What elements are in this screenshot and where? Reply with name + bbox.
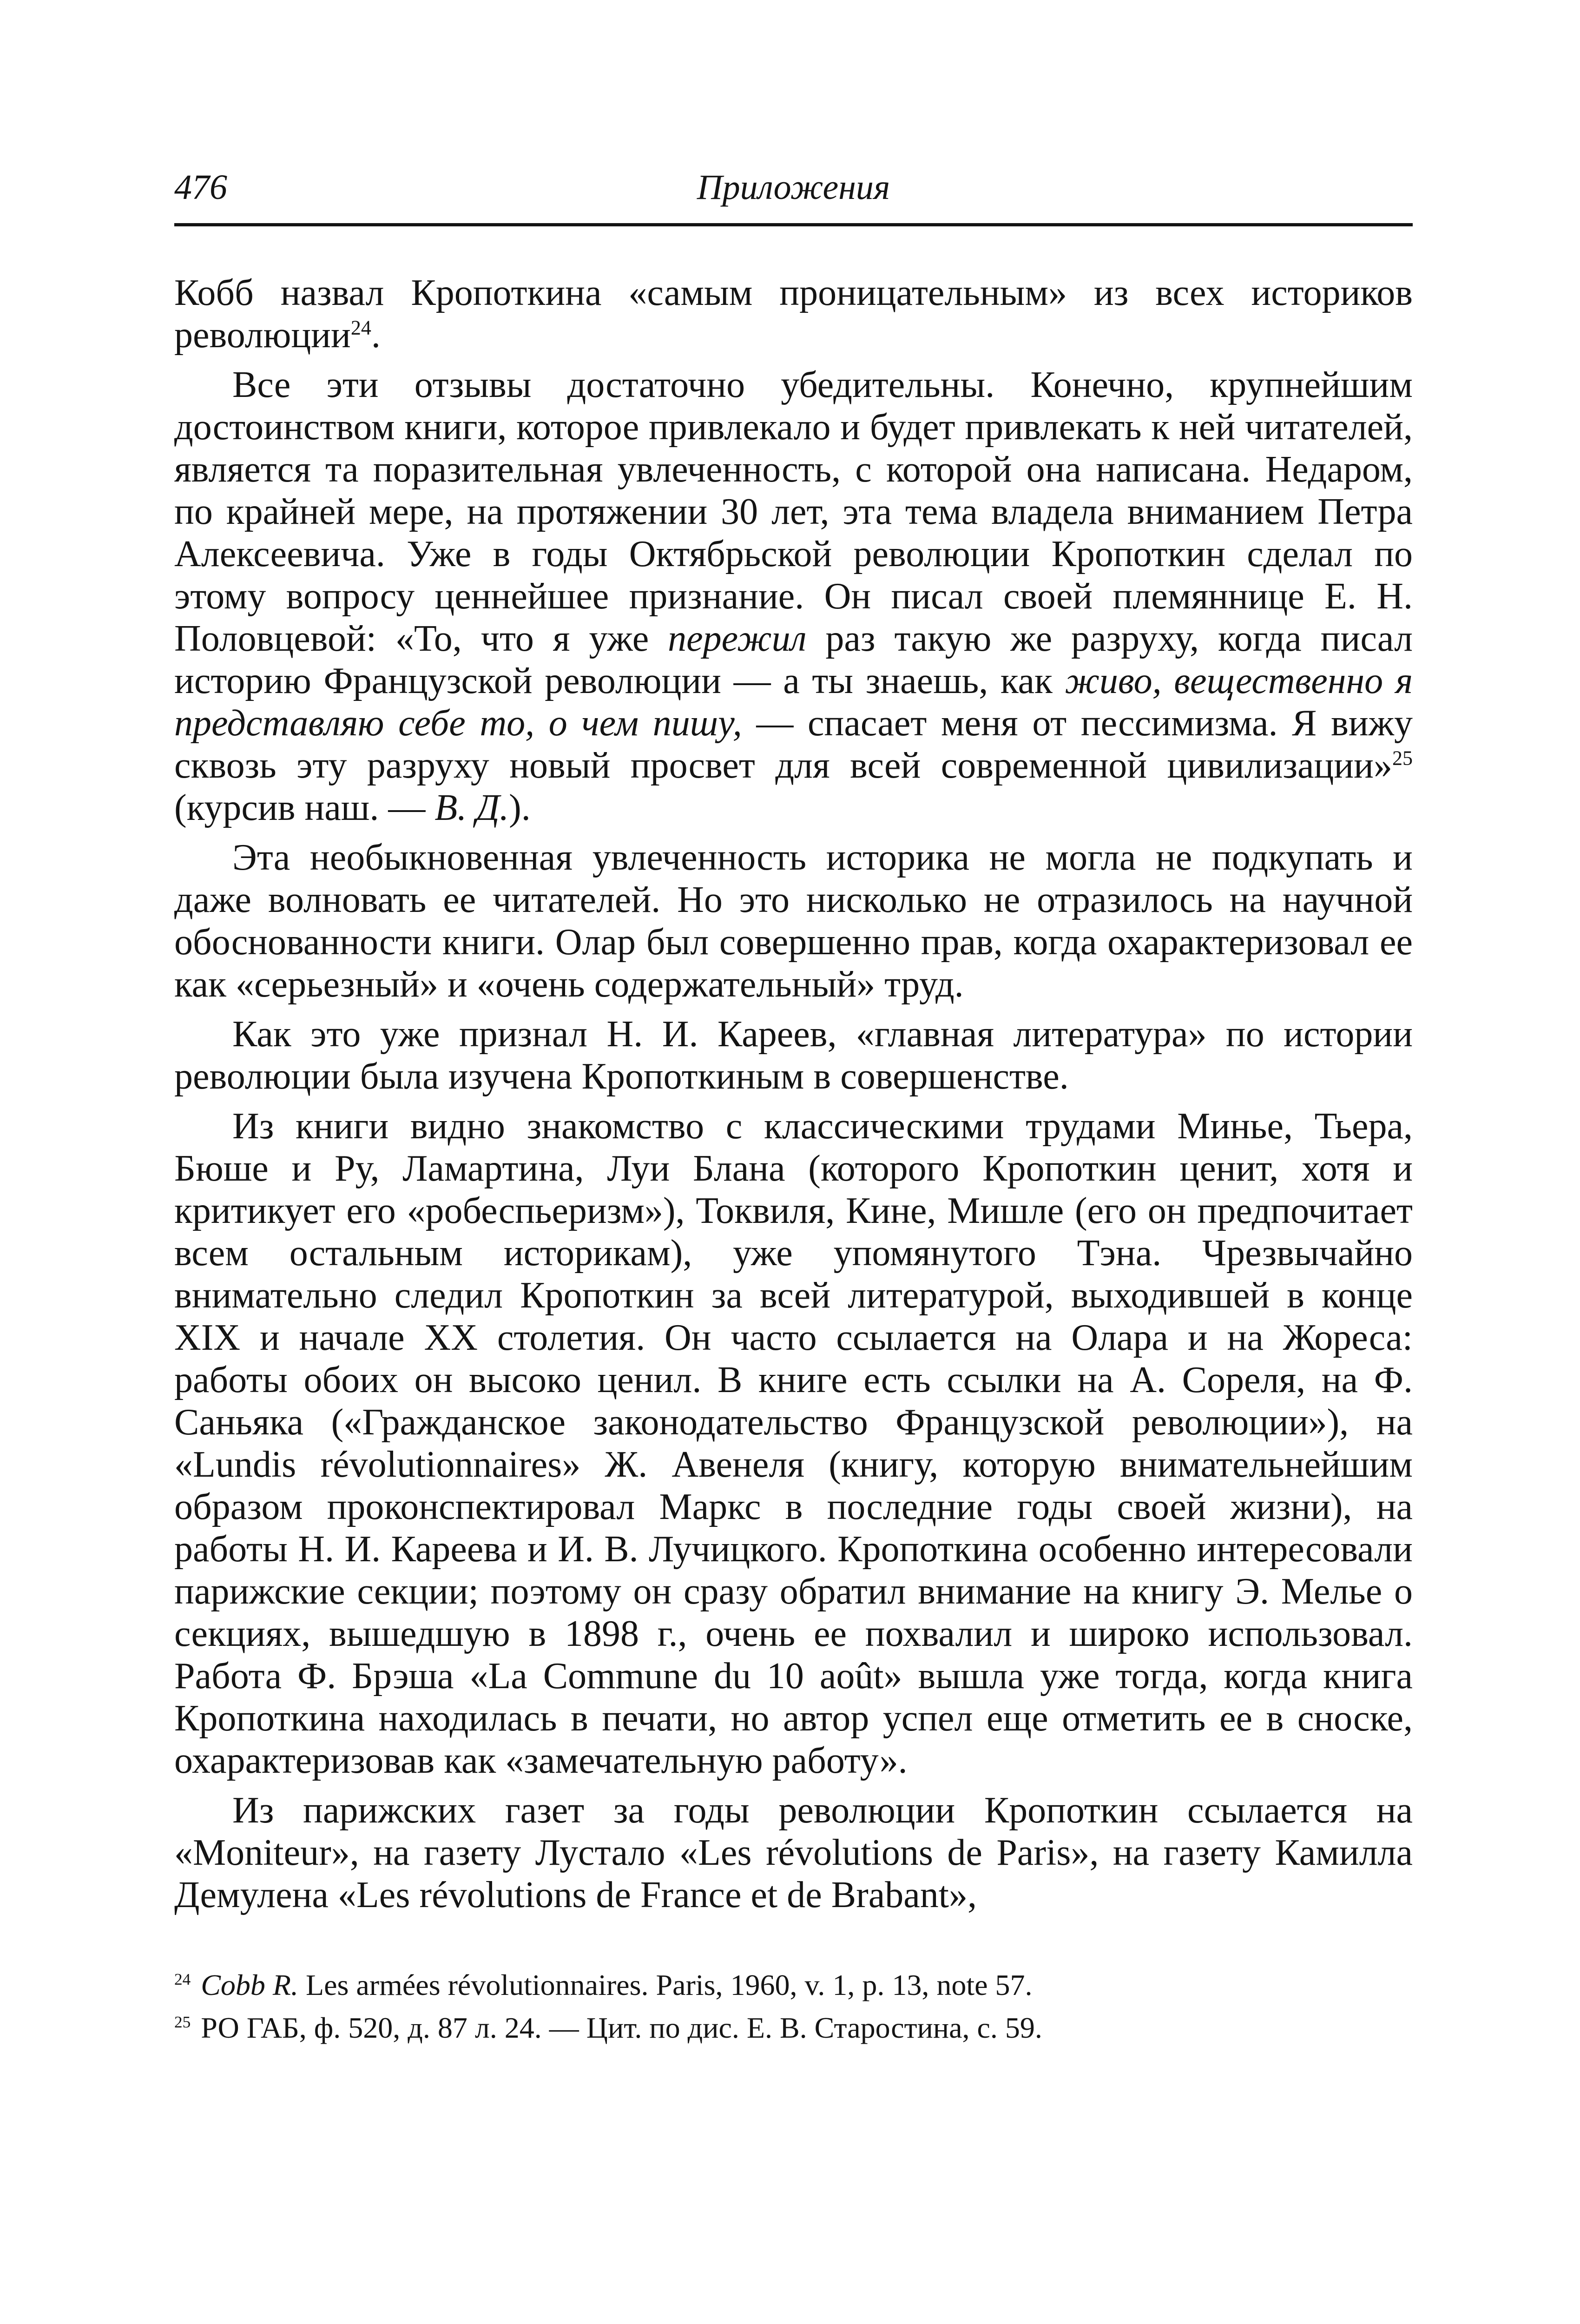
italic-text: В. Д. [434,787,509,828]
text-run: . [371,315,381,356]
page-number: 476 [174,168,227,207]
paragraph [174,1013,1413,1098]
text-run: ). [509,787,531,828]
footnote-reference: 24 [350,316,371,339]
running-title: Приложения [697,168,890,207]
italic-text: Cobb R. [201,1968,298,2001]
italic-text: пережил [668,618,807,659]
text-run: — спасает меня от пессимизма. Я вижу сквозь эту разруху новый просвет для всей современной цивилизации» [174,703,1413,786]
text-run: Кобб назвал Кропоткина «самым проницательным» из всех историков революции [174,272,1413,356]
text-run: Эта необыкновенная увлеченность историка не могла не подкупать и даже волновать ее читателей. Но это нисколько не отразилось на научной обоснованности книги. Олар был совершенно прав, когда охарактеризовал ее как «серьезный» и «очень содержательный» труд. [174,837,1413,1005]
paragraph [174,1105,1413,1782]
paragraph [174,837,1413,1006]
footnote-mark: 24 [174,1970,191,1988]
footnote-mark: 25 [174,2013,191,2031]
text-run: раз такую же разруху, когда писал историю Французской революции — а ты знаешь, как [174,618,1413,701]
text-run: Из парижских газет за годы революции Кропоткин ссылается на «Moniteur», на газету Лустало «Les révolutions de Paris», на газету Камилла Демулена «Les révolutions de France et de Brabant», [174,1790,1413,1915]
text-run: (курсив наш. — [174,787,435,828]
footnote-reference: 25 [1392,746,1413,770]
text-run: Все эти отзывы достаточно убедительны. Конечно, крупнейшим достоинством книги, которое привлекало и будет привлекать к ней читателей, является та поразительная увлеченность, с которой она написана. Недаром, по крайней мере, на протяжении 30 лет, эта тема владела вниманием Петра Алексеевича. Уже в годы Октябрьской революции Кропоткин сделал по этому вопросу ценнейшее признание. Он писал своей племяннице Е. Н. Половцевой: «То, что я уже [174,364,1413,659]
footnotes [174,1964,1413,2049]
page-header [174,153,1413,226]
text-run: Из книги видно знакомство с классическими трудами Минье, Тьера, Бюше и Ру, Ламартина, Луи Блана (которого Кропоткин ценит, хотя и критикует его «робеспьеризм»), Токвиля, Кине, Мишле (его он предпочитает всем остальным историкам), уже упомянутого Тэна. Чрезвычайно внимательно следил Кропоткин за всей литературой, выходившей в конце XIX и начале XX столетия. Он часто ссылается на Олара и на Жореса: работы обоих он высоко ценил. В книге есть ссылки на А. Сореля, на Ф. Саньяка («Гражданское законодательство Французской революции»), на «Lundis révolutionnaires» Ж. Авенеля (книгу, которую внимательнейшим образом проконспектировал Маркс в последние годы своей жизни), на работы Н. И. Кареева и И. В. Лучицкого. Кропоткина особенно интересовали парижские секции; поэтому он сразу обратил внимание на книгу Э. Мелье о секциях, вышедшую в 1898 г., очень ее похвалил и широко использовал. Работа Ф. Брэша «La Commune du 10 août» вышла уже тогда, когда книга Кропоткина находилась в печати, но автор успел еще отметить ее в сноске, охарактеризовав как «замечательную работу». [174,1106,1413,1781]
paragraph [174,364,1413,829]
paragraph [174,272,1413,357]
text-run: Как это уже признал Н. И. Кареев, «главная литература» по истории революции была изучена Кропоткиным в совершенстве. [174,1014,1413,1097]
paragraph [174,1789,1413,1916]
footnote [174,1964,1413,2007]
text-run: Les armées révolutionnaires. Paris, 1960, v. 1, p. 13, note 57. [298,1968,1033,2001]
text-run: РО ГАБ, ф. 520, д. 87 л. 24. — Цит. по дис. Е. В. Старостина, с. 59. [201,2011,1042,2044]
main-text [174,272,1413,1916]
footnote [174,2007,1413,2049]
italic-text: живо, вещественно я представляю себе то, о чем пишу, [174,660,1413,744]
